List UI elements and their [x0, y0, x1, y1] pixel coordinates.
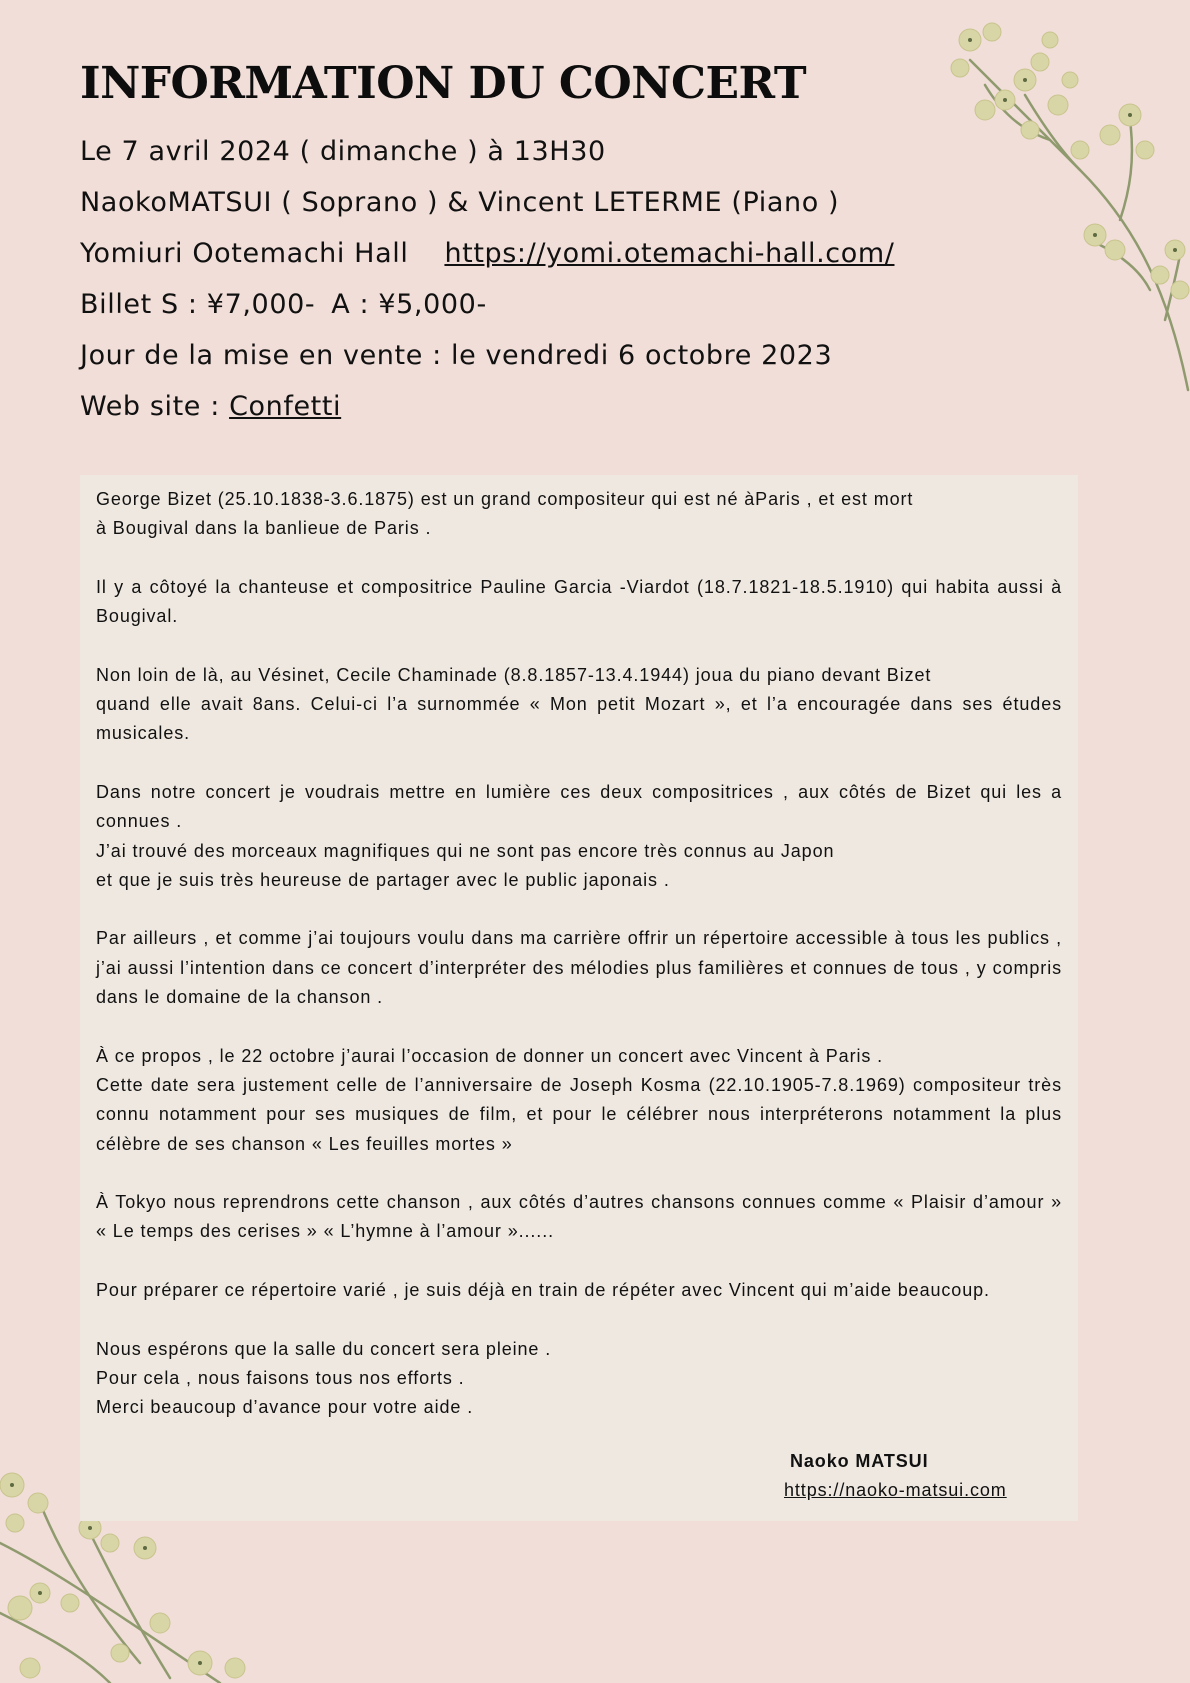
venue-link[interactable]: https://yomi.otemachi-hall.com/: [444, 238, 895, 269]
signature-link[interactable]: https://naoko-matsui.com: [784, 1480, 1007, 1501]
venue-name: Yomiuri Ootemachi Hall: [80, 238, 409, 269]
letter-line: George Bizet (25.10.1838-3.6.1875) est un grand compositeur qui est né àParis , et est mort: [96, 489, 914, 509]
letter-line: à Bougival dans la banlieue de Paris .: [96, 518, 432, 539]
letter-line: Il y a côtoyé la chanteuse et compositrice Pauline Garcia -Viardot (18.7.1821-18.5.1910) qui habita aussi à Bougival.: [96, 576, 1062, 627]
letter-line: quand elle avait 8ans. Celui-ci l’a surnommée « Mon petit Mozart », et l’a encouragée dans ses études musicales.: [96, 694, 1062, 744]
website-link[interactable]: Confetti: [229, 391, 342, 422]
signature-name: Naoko MATSUI: [790, 1451, 929, 1471]
concert-venue-line: [80, 238, 894, 269]
ticket-price-s: Billet S : ¥7,000-: [80, 289, 316, 320]
sale-date: Jour de la mise en vente : le vendredi 6 octobre 2023: [80, 340, 833, 371]
website-label: Web site :: [80, 391, 230, 422]
letter-paragraph: [96, 1042, 1062, 1159]
letter-paragraph: [96, 1276, 1062, 1305]
letter-paragraph: [96, 661, 1062, 749]
signature: [784, 1447, 1007, 1506]
website-line: [80, 391, 341, 422]
letter-line: Merci beaucoup d’avance pour votre aide .: [96, 1397, 474, 1418]
letter-line: et que je suis très heureuse de partager avec le public japonais .: [96, 869, 670, 890]
letter-line: Par ailleurs , et comme j’ai toujours voulu dans ma carrière offrir un répertoire accessible à tous les publics , j’ai aussi l’intention dans ce concert d’interpréter des mélodies plus familières et connues de tous , y compris dans le domaine de la chanson .: [96, 928, 1062, 1008]
letter-line: Pour cela , nous faisons tous nos efforts .: [96, 1367, 465, 1388]
letter-panel: [80, 475, 1078, 1521]
letter-paragraph: [96, 924, 1062, 1012]
letter-line: À ce propos , le 22 octobre j’aurai l’occasion de donner un concert avec Vincent à Paris .: [96, 1045, 884, 1066]
letter-paragraph: [96, 1335, 1062, 1423]
letter-paragraph: [96, 1188, 1062, 1247]
letter-line: Non loin de là, au Vésinet, Cecile Chaminade (8.8.1857-13.4.1944) joua du piano devant Bizet: [96, 664, 932, 685]
letter-line: Dans notre concert je voudrais mettre en lumière ces deux compositrices , aux côtés de Bizet qui les a connues .: [96, 781, 1062, 832]
letter-paragraph: [96, 485, 1062, 544]
concert-date: Le 7 avril 2024 ( dimanche ) à 13H30: [80, 136, 606, 167]
page-title: INFORMATION DU CONCERT: [80, 58, 807, 109]
letter-line: À Tokyo nous reprendrons cette chanson , aux côtés d’autres chansons connues comme « Plaisir d’amour » « Le temps des cerises » « L’hymne à l’amour »......: [96, 1192, 1062, 1242]
ticket-prices: [80, 289, 487, 320]
letter-line: Nous espérons que la salle du concert sera pleine .: [96, 1338, 552, 1359]
letter-line: Cette date sera justement celle de l’anniversaire de Joseph Kosma (22.10.1905-7.8.1969) compositeur très connu notamment pour ses musiques de film, et pour le célébrer nous interpréterons notamment la plus célèbre de ses chanson « Les feuilles mortes »: [96, 1074, 1062, 1154]
letter-line: Pour préparer ce répertoire varié , je suis déjà en train de répéter avec Vincent qui m’aide beaucoup.: [96, 1280, 990, 1301]
ticket-price-a: A : ¥5,000-: [331, 289, 487, 320]
concert-performers: NaokoMATSUI ( Soprano ) & Vincent LETERME (Piano ): [80, 187, 840, 218]
letter-paragraph: [96, 573, 1062, 632]
flower-branch-illustration-top: [930, 0, 1190, 400]
letter-paragraph: [96, 778, 1062, 895]
letter-line: J’ai trouvé des morceaux magnifiques qui ne sont pas encore très connus au Japon: [96, 840, 835, 861]
letter-body: [96, 485, 1062, 1423]
